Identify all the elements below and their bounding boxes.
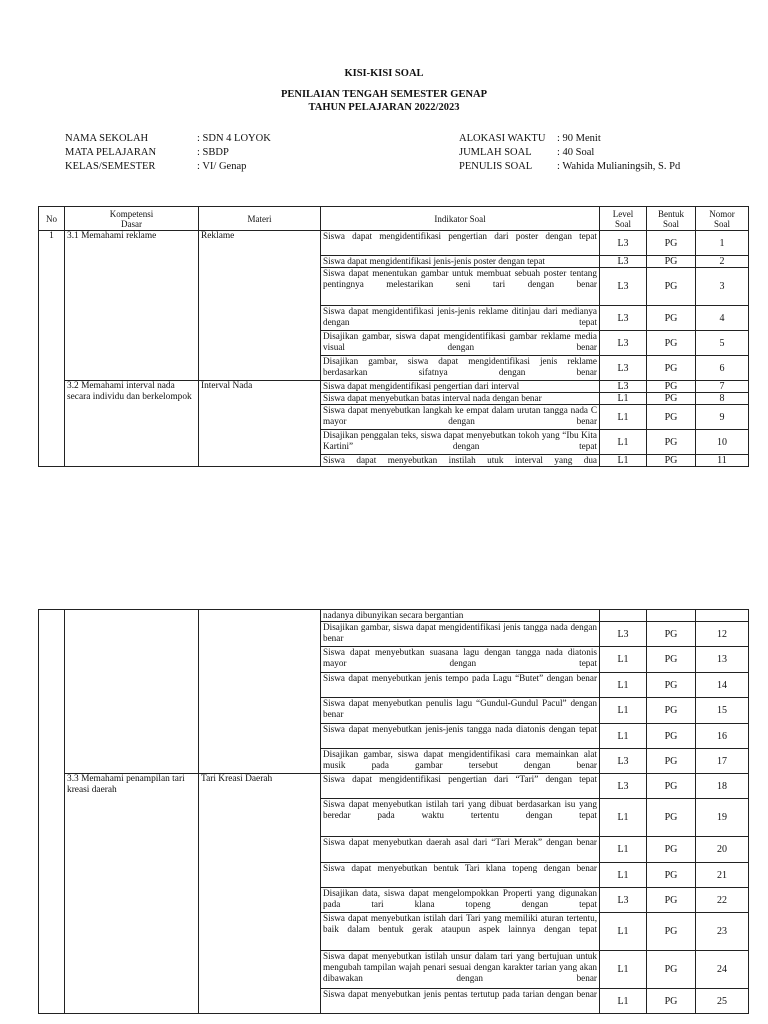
level-cell: L1 [600,724,647,749]
info-left-label-0: NAMA SEKOLAH [65,133,149,144]
info-right-value-0: : 90 Menit [557,133,601,144]
nomor-cell: 25 [696,989,749,1014]
header-indikator: Indikator Soal [321,207,600,231]
level-cell: L3 [600,331,647,356]
header-nomor: Nomor Soal [696,207,749,231]
bentuk-cell: PG [647,951,696,989]
level-cell: L3 [600,231,647,256]
bentuk-cell: PG [647,837,696,863]
indikator-cell: Siswa dapat menyebutkan batas interval nada dengan benar [321,393,600,405]
header-materi: Materi [199,207,321,231]
kisi-table-2 [38,609,749,1014]
bentuk-cell: PG [647,231,696,256]
indikator-cell: Disajikan gambar, siswa dapat mengidentifikasi gambar reklame media visual dengan benar [321,331,600,356]
level-cell: L1 [600,913,647,951]
bentuk-cell: PG [647,430,696,455]
indikator-cell: Siswa dapat mengidentifikasi jenis-jenis reklame ditinjau dari medianya dengan tepat [321,306,600,331]
level-cell: L3 [600,774,647,799]
indikator-cell: Disajikan gambar, siswa dapat mengidentifikasi jenis tangga nada dengan benar [321,622,600,647]
materi-cell: Tari Kreasi Daerah [199,774,321,1014]
level-cell: L3 [600,888,647,913]
nomor-cell: 20 [696,837,749,863]
nomor-cell: 14 [696,673,749,698]
table-header-row [39,207,749,231]
bentuk-cell: PG [647,381,696,393]
nomor-cell: 18 [696,774,749,799]
level-cell: L3 [600,268,647,306]
indikator-cell: Siswa dapat mengidentifikasi pengertian dari interval [321,381,600,393]
bentuk-cell: PG [647,647,696,673]
bentuk-cell: PG [647,356,696,381]
level-cell [600,610,647,622]
nomor-cell: 17 [696,749,749,774]
header-level: Level Soal [600,207,647,231]
materi-cell [199,610,321,774]
bentuk-cell: PG [647,774,696,799]
nomor-cell: 21 [696,863,749,888]
level-cell: L1 [600,951,647,989]
kompetensi-dasar-cell: 3.1 Memahami reklame [65,231,199,381]
indikator-cell: Siswa dapat menyebutkan penulis lagu “Gundul-Gundul Pacul” dengan benar [321,698,600,724]
indikator-cell: Siswa dapat menyebutkan istilah tari yang dibuat berdasarkan isu yang beredar pada waktu tertentu dengan tepat [321,799,600,837]
row-number [39,610,65,1014]
level-cell: L3 [600,749,647,774]
level-cell: L3 [600,622,647,647]
bentuk-cell: PG [647,888,696,913]
indikator-cell: nadanya dibunyikan secara bergantian [321,610,600,622]
nomor-cell: 15 [696,698,749,724]
info-left-label-2: KELAS/SEMESTER [65,161,156,172]
bentuk-cell: PG [647,306,696,331]
nomor-cell: 10 [696,430,749,455]
level-cell: L1 [600,863,647,888]
level-cell: L3 [600,381,647,393]
level-cell: L1 [600,837,647,863]
indikator-cell: Siswa dapat menyebutkan jenis-jenis tangga nada diatonis dengan tepat [321,724,600,749]
indikator-cell: Disajikan gambar, siswa dapat mengidentifikasi jenis reklame berdasarkan sifatnya dengan benar [321,356,600,381]
indikator-cell: Siswa dapat menyebutkan instilah utuk interval yang dua [321,455,600,467]
materi-cell: Reklame [199,231,321,381]
level-cell: L3 [600,306,647,331]
level-cell: L1 [600,455,647,467]
indikator-cell: Siswa dapat menyebutkan jenis pentas tertutup pada tarian dengan benar [321,989,600,1014]
info-left-value-2: : VI/ Genap [197,161,247,172]
level-cell: L1 [600,698,647,724]
row-number: 1 [39,231,65,467]
table-row [39,610,749,622]
header-bentuk: Bentuk Soal [647,207,696,231]
bentuk-cell: PG [647,393,696,405]
indikator-cell: Disajikan penggalan teks, siswa dapat menyebutkan tokoh yang “Ibu Kita Kartini” dengan tepat [321,430,600,455]
doc-title: KISI-KISI SOAL [344,68,424,79]
nomor-cell: 4 [696,306,749,331]
table-row [39,231,749,256]
nomor-cell: 16 [696,724,749,749]
header-no: No [39,207,65,231]
info-left-label-1: MATA PELAJARAN [65,147,157,158]
indikator-cell: Siswa dapat menyebutkan langkah ke empat dalam urutan tangga nada C mayor dengan benar [321,405,600,430]
nomor-cell: 1 [696,231,749,256]
doc-subtitle-1: PENILAIAN TENGAH SEMESTER GENAP [280,89,488,100]
level-cell: L1 [600,673,647,698]
nomor-cell [696,610,749,622]
bentuk-cell: PG [647,268,696,306]
nomor-cell: 5 [696,331,749,356]
table-row [39,774,749,799]
level-cell: L3 [600,356,647,381]
nomor-cell: 22 [696,888,749,913]
indikator-cell: Siswa dapat mengidentifikasi pengertian dari poster dengan tepat [321,231,600,256]
level-cell: L1 [600,647,647,673]
kompetensi-dasar-cell [65,610,199,774]
nomor-cell: 3 [696,268,749,306]
bentuk-cell: PG [647,622,696,647]
kompetensi-dasar-cell: 3.3 Memahami penampilan tari kreasi daerah [65,774,199,1014]
level-cell: L1 [600,989,647,1014]
bentuk-cell: PG [647,331,696,356]
nomor-cell: 2 [696,256,749,268]
bentuk-cell: PG [647,799,696,837]
materi-cell: Interval Nada [199,381,321,467]
indikator-cell: Disajikan data, siswa dapat mengelompokkan Properti yang digunakan pada tari klana topeng dengan tepat [321,888,600,913]
indikator-cell: Siswa dapat menyebutkan istilah unsur dalam tari yang bertujuan untuk mengubah tampilan wajah penari sesuai dengan karakter tarian yang akan dibawakan dengan benar [321,951,600,989]
indikator-cell: Siswa dapat menyebutkan suasana lagu dengan tangga nada diatonis mayor dengan tepat [321,647,600,673]
info-right-value-2: : Wahida Mulianingsih, S. Pd [557,161,681,172]
bentuk-cell: PG [647,863,696,888]
nomor-cell: 12 [696,622,749,647]
doc-subtitle-2: TAHUN PELAJARAN 2022/2023 [308,102,460,113]
info-right-label-2: PENULIS SOAL [459,161,533,172]
nomor-cell: 13 [696,647,749,673]
bentuk-cell: PG [647,455,696,467]
bentuk-cell: PG [647,698,696,724]
kisi-table-1 [38,206,749,467]
indikator-cell: Siswa dapat menyebutkan istilah dari Tari yang memiliki aturan tertentu, baik dalam bentuk gerak ataupun aspek lainnya dengan tepat [321,913,600,951]
indikator-cell: Siswa dapat mengidentifikasi jenis-jenis poster dengan tepat [321,256,600,268]
info-left-value-1: : SBDP [197,147,229,158]
bentuk-cell: PG [647,256,696,268]
bentuk-cell: PG [647,724,696,749]
nomor-cell: 19 [696,799,749,837]
bentuk-cell [647,610,696,622]
level-cell: L3 [600,256,647,268]
bentuk-cell: PG [647,405,696,430]
info-right-label-1: JUMLAH SOAL [459,147,532,158]
kompetensi-dasar-cell: 3.2 Memahami interval nada secara individu dan berkelompok [65,381,199,467]
info-right-label-0: ALOKASI WAKTU [459,133,546,144]
indikator-cell: Siswa dapat mengidentifikasi pengertian dari “Tari” dengan tepat [321,774,600,799]
info-right-value-1: : 40 Soal [557,147,595,158]
bentuk-cell: PG [647,673,696,698]
indikator-cell: Disajikan gambar, siswa dapat mengidentifikasi cara memainkan alat musik pada gambar tersebut dengan benar [321,749,600,774]
nomor-cell: 23 [696,913,749,951]
table-row [39,381,749,393]
indikator-cell: Siswa dapat menentukan gambar untuk membuat sebuah poster tentang pentingnya melestarikan seni tari dengan benar [321,268,600,306]
nomor-cell: 6 [696,356,749,381]
bentuk-cell: PG [647,989,696,1014]
level-cell: L1 [600,393,647,405]
nomor-cell: 9 [696,405,749,430]
bentuk-cell: PG [647,913,696,951]
nomor-cell: 8 [696,393,749,405]
bentuk-cell: PG [647,749,696,774]
level-cell: L1 [600,799,647,837]
info-left-value-0: : SDN 4 LOYOK [197,133,271,144]
level-cell: L1 [600,405,647,430]
level-cell: L1 [600,430,647,455]
nomor-cell: 7 [696,381,749,393]
nomor-cell: 24 [696,951,749,989]
indikator-cell: Siswa dapat menyebutkan jenis tempo pada Lagu “Butet” dengan benar [321,673,600,698]
indikator-cell: Siswa dapat menyebutkan bentuk Tari klana topeng dengan benar [321,863,600,888]
header-kompetensi-dasar: Kompetensi Dasar [65,207,199,231]
indikator-cell: Siswa dapat menyebutkan daerah asal dari “Tari Merak” dengan benar [321,837,600,863]
nomor-cell: 11 [696,455,749,467]
